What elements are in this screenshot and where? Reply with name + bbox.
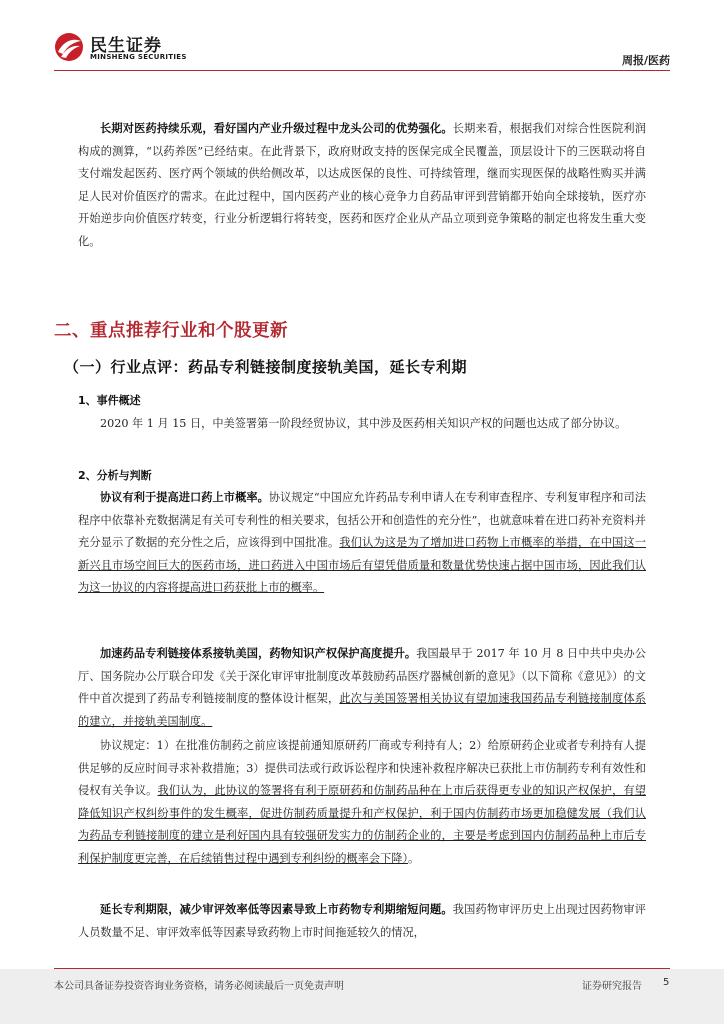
- analysis-4-text: 我国药物审评历史上出现过因药物审评人员数量不足、审评效率低等因素导致药物上市时间拖延较久的情况，: [78, 903, 646, 939]
- analysis-paragraph-3: [78, 735, 646, 871]
- company-logo: [54, 30, 187, 70]
- event-paragraph: 2020 年 1 月 15 日，中美签署第一阶段经贸协议，其中涉及医药相关知识产权的问题也达成了部分协议。: [100, 417, 627, 430]
- event-heading: 1、事件概述: [78, 394, 141, 407]
- disclaimer-note: 本公司具备证券投资咨询业务资格，请务必阅读最后一页免责声明: [54, 981, 344, 992]
- analysis-3-end: 。: [408, 851, 420, 865]
- minsheng-logo-icon: [54, 32, 84, 62]
- analysis-paragraph-4: [78, 898, 646, 944]
- report-kind: 证券研究报告: [582, 981, 642, 992]
- logo-english-name: MINSHENG SECURITIES: [90, 53, 187, 61]
- analysis-paragraph-2: [78, 642, 646, 733]
- analysis-paragraph-1: [78, 486, 646, 600]
- analysis-heading: 2、分析与判断: [78, 469, 152, 482]
- intro-text: 长期来看，根据我们对综合性医院利润构成的测算，“以药养医”已经结束。在此背景下，政府财政支持的医保完成全民覆盖，顶层设计下的三医联动将自支付端发起医药、医疗两个领域的供给侧改革，以达成医保的良性、可持续管理，继而实现医保的战略性购买并满足人民对价值医疗的需求。在此过程中，国内医药产业的核心竞争力自药品审评到营销都开始向全球接轨，医疗亦开始逆步向价值医疗转变，行业分析逻辑行将转变，医药和医疗企业从产品立项到竞争策略的制定也将发生重大变化。: [78, 122, 646, 248]
- report-category: 周报/医药: [621, 54, 670, 67]
- analysis-4-lead: 延长专利期限，减少审评效率低等因素导致上市药物专利期缩短问题。: [100, 902, 453, 916]
- analysis-1-text: 协议规定“中国应允许药品专利申请人在专利审查程序、专利复审程序和司法程序中依靠补充数据满足有关可专利性的相关要求，包括公开和创造性的充分性”，也就意味着在进口药补充资料并充分显示了数据的充分性之后，应该得到中国批准。: [78, 491, 646, 550]
- intro-paragraph: [78, 117, 646, 254]
- page-number: 5: [663, 977, 670, 988]
- analysis-2-text: 我国最早于 2017 年 10 月 8 日中共中央办公厅、国务院办公厅联合印发《关于深化审评审批制度改革鼓励药品医疗器械创新的意见》（以下简称《意见》）的文件中首次提到了药品专利链接制度的整体设计框架，: [78, 647, 646, 706]
- analysis-1-lead: 协议有利于提高进口药上市概率。: [100, 490, 269, 504]
- analysis-2-underlined: 此次与美国签署相关协议有望加速我国药品专利链接制度体系的建立，并接轨美国制度。: [78, 692, 646, 728]
- analysis-1-underlined: 我们认为这是为了增加进口药物上市概率的举措，在中国这一新兴且市场空间巨大的医药市场，进口药进入中国市场后有望凭借质量和数量优势快速占据中国市场，因此我们认为这一协议的内容将提高进口药获批上市的概率。: [78, 536, 646, 595]
- logo-chinese-name: 民生证券: [90, 36, 162, 56]
- subsection-title: （一）行业点评：药品专利链接制度接轨美国，延长专利期: [64, 358, 468, 376]
- analysis-3-underlined: 我们认为，此协议的签署将有利于原研药和仿制药品种在上市后获得更专业的知识产权保护，有望降低知识产权纠纷事件的发生概率，促进仿制药质量提升和产权保护，利于国内仿制药市场更加稳健发展（我们认为药品专利链接制度的建立是利好国内具有较强研发实力的仿制药企业的，主要是考虑到国内仿制药品种上市后专利保护制度更完善，在后续销售过程中遇到专利纠纷的概率会下降）: [78, 784, 646, 865]
- analysis-2-lead: 加速药品专利链接体系接轨美国，药物知识产权保护高度提升。: [100, 646, 417, 660]
- section-title: 二、重点推荐行业和个股更新: [54, 321, 288, 341]
- header-divider: [54, 70, 670, 71]
- analysis-3-text: 协议规定：1）在批准仿制药之前应该提前通知原研药厂商或专利持有人；2）给原研药企业或者专利持有人提供足够的反应时间寻求补救措施；3）提供司法或行政诉讼程序和快速补救程序解决已获批上市仿制药专利有效性和侵权有关争议。: [78, 739, 646, 798]
- intro-lead: 长期对医药持续乐观，看好国内产业升级过程中龙头公司的优势强化。: [100, 121, 453, 135]
